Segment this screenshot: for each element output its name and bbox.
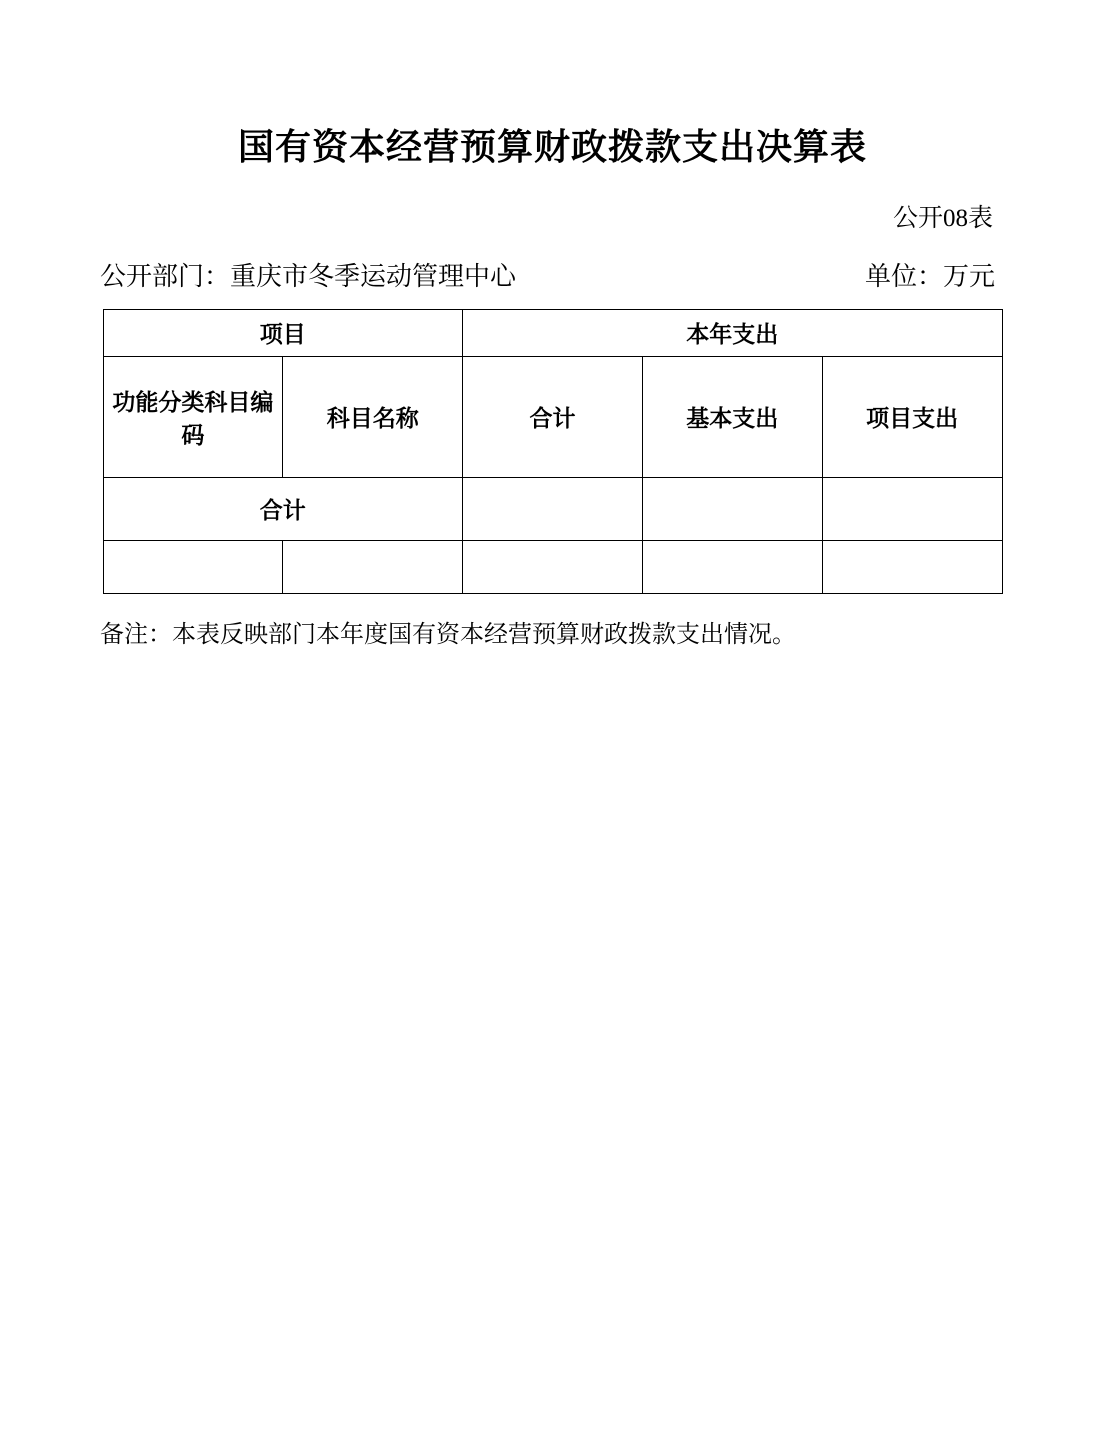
row-empty-name <box>283 540 463 593</box>
row-empty-value-total <box>463 540 643 593</box>
group-header-expenditure: 本年支出 <box>463 309 1002 356</box>
group-header-item: 项目 <box>103 309 463 356</box>
meta-row <box>0 234 1105 293</box>
column-header-subject-name: 科目名称 <box>283 356 463 477</box>
row-total-value-project <box>822 477 1002 540</box>
column-header-total: 合计 <box>463 356 643 477</box>
row-empty-value-project <box>822 540 1002 593</box>
row-empty-value-basic <box>642 540 822 593</box>
page-title: 国有资本经营预算财政拨款支出决算表 <box>237 127 867 168</box>
column-header-function-code: 功能分类科目编码 <box>103 356 283 477</box>
table-note: 备注：本表反映部门本年度国有资本经营预算财政拨款支出情况。 <box>100 621 796 648</box>
budget-table <box>103 309 1003 594</box>
row-total-value-total <box>463 477 643 540</box>
row-total-label: 合计 <box>103 477 463 540</box>
unit-label: 单位：万元 <box>864 261 995 291</box>
row-total-value-basic <box>642 477 822 540</box>
department-label: 公开部门：重庆市冬季运动管理中心 <box>100 261 517 291</box>
table-column-header-row <box>103 356 1002 477</box>
row-empty-code <box>103 540 283 593</box>
table-row <box>103 477 1002 540</box>
form-code: 公开08表 <box>892 204 993 232</box>
column-header-project-expenditure: 项目支出 <box>822 356 1002 477</box>
table-group-header-row <box>103 309 1002 356</box>
table-row <box>103 540 1002 593</box>
column-header-basic-expenditure: 基本支出 <box>642 356 822 477</box>
